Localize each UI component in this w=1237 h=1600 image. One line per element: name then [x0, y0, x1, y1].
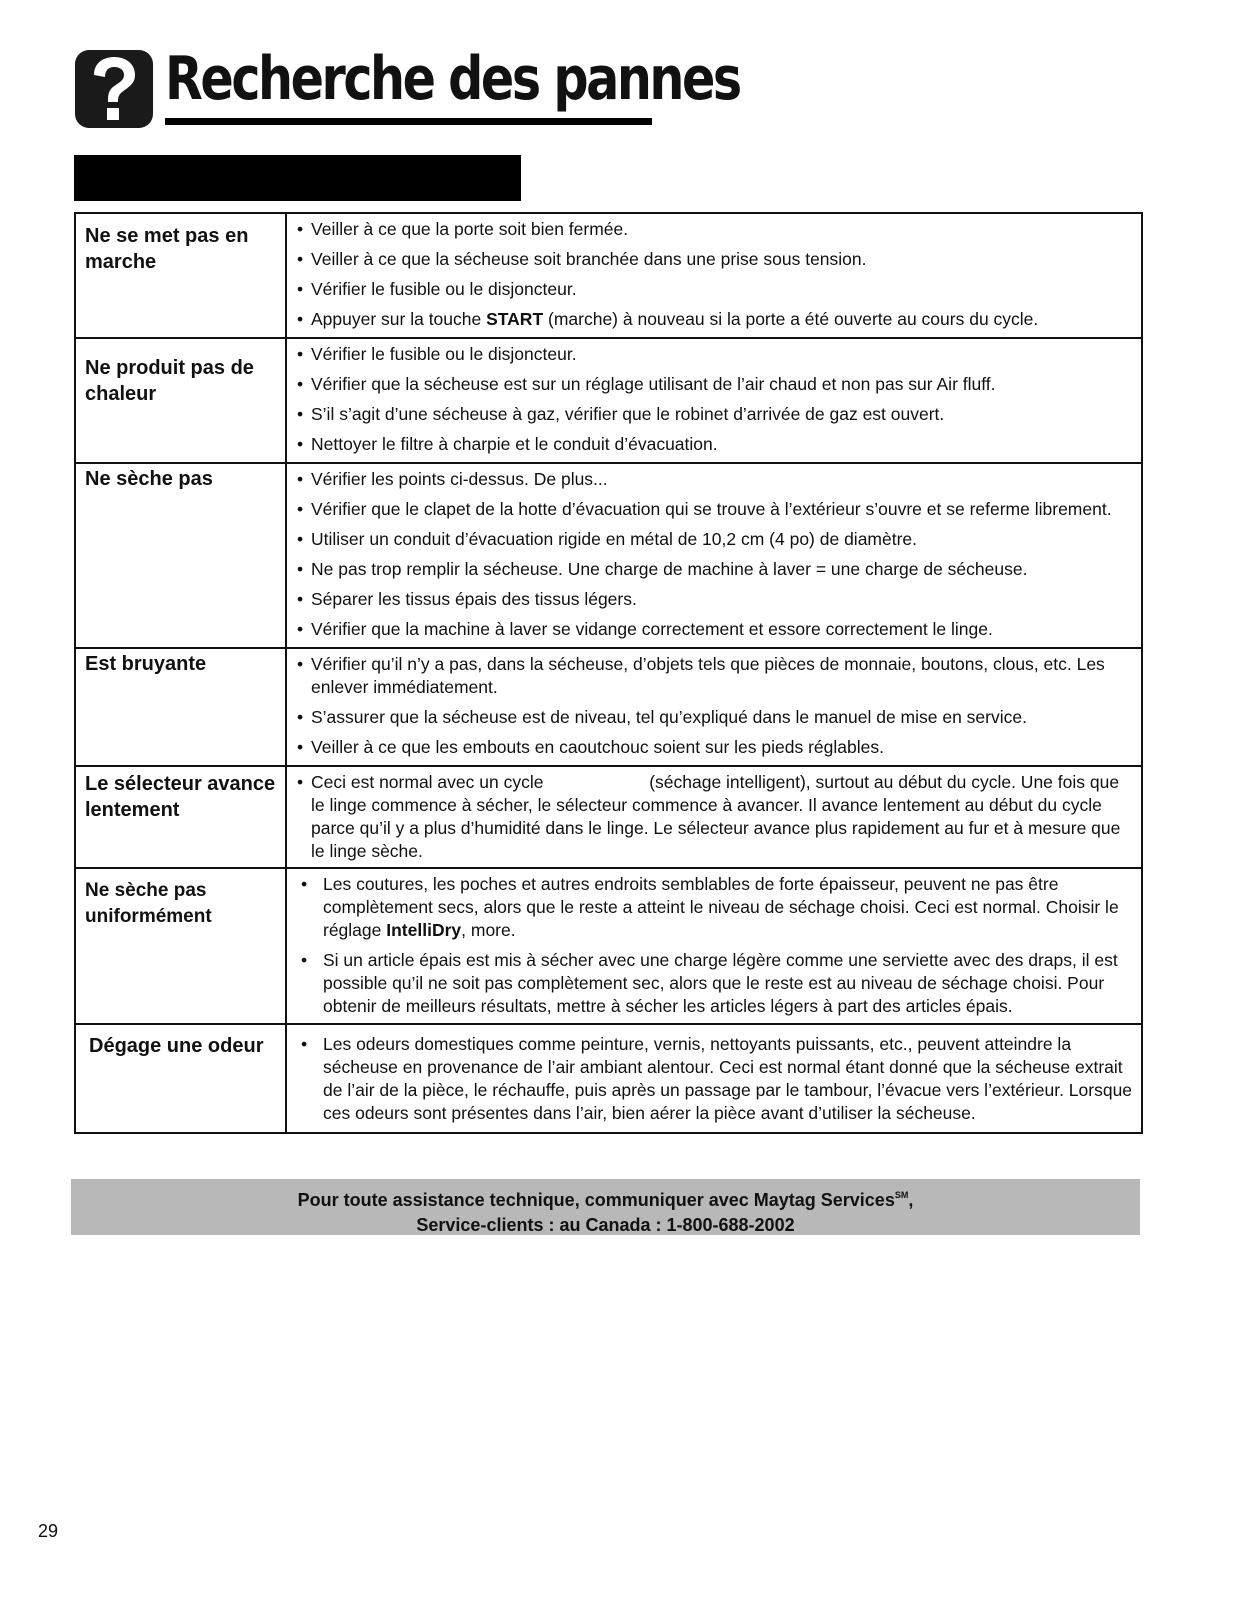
solution-item: • Veiller à ce que la sécheuse soit branchée dans une prise sous tension.: [297, 249, 867, 269]
solution-item: • Les coutures, les poches et autres endroits semblables de forte épaisseur, peuvent ne pas être complètement secs, alors que le reste a atteint le niveau de séchage choisi. Ceci est normal. Choisir le réglage IntelliDry, more.: [301, 874, 1119, 940]
support-line-2: Service-clients : au Canada : 1-800-688-2002: [416, 1215, 795, 1235]
solution-item: • Vérifier les points ci-dessus. De plus...: [297, 469, 608, 489]
problem-label: Dégage une odeur: [75, 1024, 286, 1133]
solution-item: • Veiller à ce que la porte soit bien fermée.: [297, 219, 629, 239]
solution-item: • Les odeurs domestiques comme peinture, vernis, nettoyants puissants, etc., peuvent atteindre la sécheuse en provenance de l’air ambiant alentour. Ceci est normal étant donné que la sécheuse extrait de l’air de la pièce, le réchauffe, puis après un passage par le tambour, l’évacue vers l’extérieur. Lorsque ces odeurs sont présentes dans l’air, bien aérer la pièce avant d’utiliser la sécheuse.: [301, 1034, 1133, 1123]
intellidry-keyword: IntelliDry: [386, 920, 462, 940]
solution-item: • S’assurer que la sécheuse est de niveau, tel qu’expliqué dans le manuel de mise en service.: [297, 707, 1027, 727]
page-number: 29: [38, 1521, 59, 1541]
solution-item: • Nettoyer le filtre à charpie et le conduit d’évacuation.: [297, 434, 718, 454]
solution-item: • Ne pas trop remplir la sécheuse. Une charge de machine à laver = une charge de sécheuse.: [297, 559, 1028, 579]
problem-label: Le sélecteur avance lentement: [75, 766, 286, 868]
solution-item: • Vérifier que la machine à laver se vidange correctement et essore correctement le linge.: [297, 619, 993, 639]
solution-item: • S’il s’agit d’une sécheuse à gaz, vérifier que le robinet d’arrivée de gaz est ouvert.: [297, 404, 945, 424]
question-mark-icon: [75, 50, 153, 128]
solution-item: • Vérifier le fusible ou le disjoncteur.: [297, 344, 577, 364]
start-keyword: START: [486, 309, 544, 329]
table-row: [75, 213, 1142, 338]
table-row: [75, 648, 1142, 766]
support-contact-box: [71, 1179, 1140, 1235]
problem-label: Ne sèche pas: [75, 463, 286, 648]
solution-item: • Vérifier qu’il n’y a pas, dans la sécheuse, d’objets tels que pièces de monnaie, boutons, clous, etc. Les enlever immédiatement.: [297, 654, 1105, 697]
solution-item: • Vérifier que la sécheuse est sur un réglage utilisant de l’air chaud et non pas sur Air fluff.: [297, 374, 996, 394]
problem-label: Ne sèche pas uniformément: [75, 868, 286, 1024]
solution-item: • Ceci est normal avec un cycle (séchage intelligent), surtout au début du cycle. Une fois que le linge commence à sécher, le sélecteur commence à avancer. Il avance lentement au début du cycle parce qu’il y a plus d’humidité dans le linge. Le sélecteur avance plus rapidement au fur et à mesure que le linge sèche.: [297, 772, 1121, 861]
solution-item: • Utiliser un conduit d’évacuation rigide en métal de 10,2 cm (4 po) de diamètre.: [297, 529, 918, 549]
table-row: [75, 868, 1142, 1024]
solution-item: • Si un article épais est mis à sécher avec une charge légère comme une serviette avec des draps, il est possible qu’il ne soit pas complètement sec, alors que le reste est au niveau de séchage choisi. Pour obtenir de meilleurs résultats, mettre à sécher les articles légers à part des articles épais.: [301, 950, 1118, 1016]
table-row: [75, 463, 1142, 648]
table-row: [75, 338, 1142, 463]
solution-item: • Appuyer sur la touche START (marche) à nouveau si la porte a été ouverte au cours du cycle.: [297, 309, 1039, 329]
title-underline: [165, 118, 652, 125]
table-row: [75, 766, 1142, 868]
problem-label: Ne se met pas en marche: [75, 213, 286, 338]
troubleshooting-table: [74, 212, 1143, 1134]
solution-item: • Séparer les tissus épais des tissus légers.: [297, 589, 637, 609]
section-heading-bar: [74, 155, 521, 201]
solution-item: • Veiller à ce que les embouts en caoutchouc soient sur les pieds réglables.: [297, 737, 884, 757]
problem-label: Est bruyante: [75, 648, 286, 766]
solution-item: • Vérifier le fusible ou le disjoncteur.: [297, 279, 577, 299]
table-row: [75, 1024, 1142, 1133]
problem-label: Ne produit pas de chaleur: [75, 338, 286, 463]
solution-item: • Vérifier que le clapet de la hotte d’évacuation qui se trouve à l’extérieur s’ouvre et se referme librement.: [297, 499, 1112, 519]
page-title: Recherche des pannes: [165, 44, 740, 114]
support-line-1: Pour toute assistance technique, communiquer avec Maytag Services℠,: [297, 1190, 914, 1210]
